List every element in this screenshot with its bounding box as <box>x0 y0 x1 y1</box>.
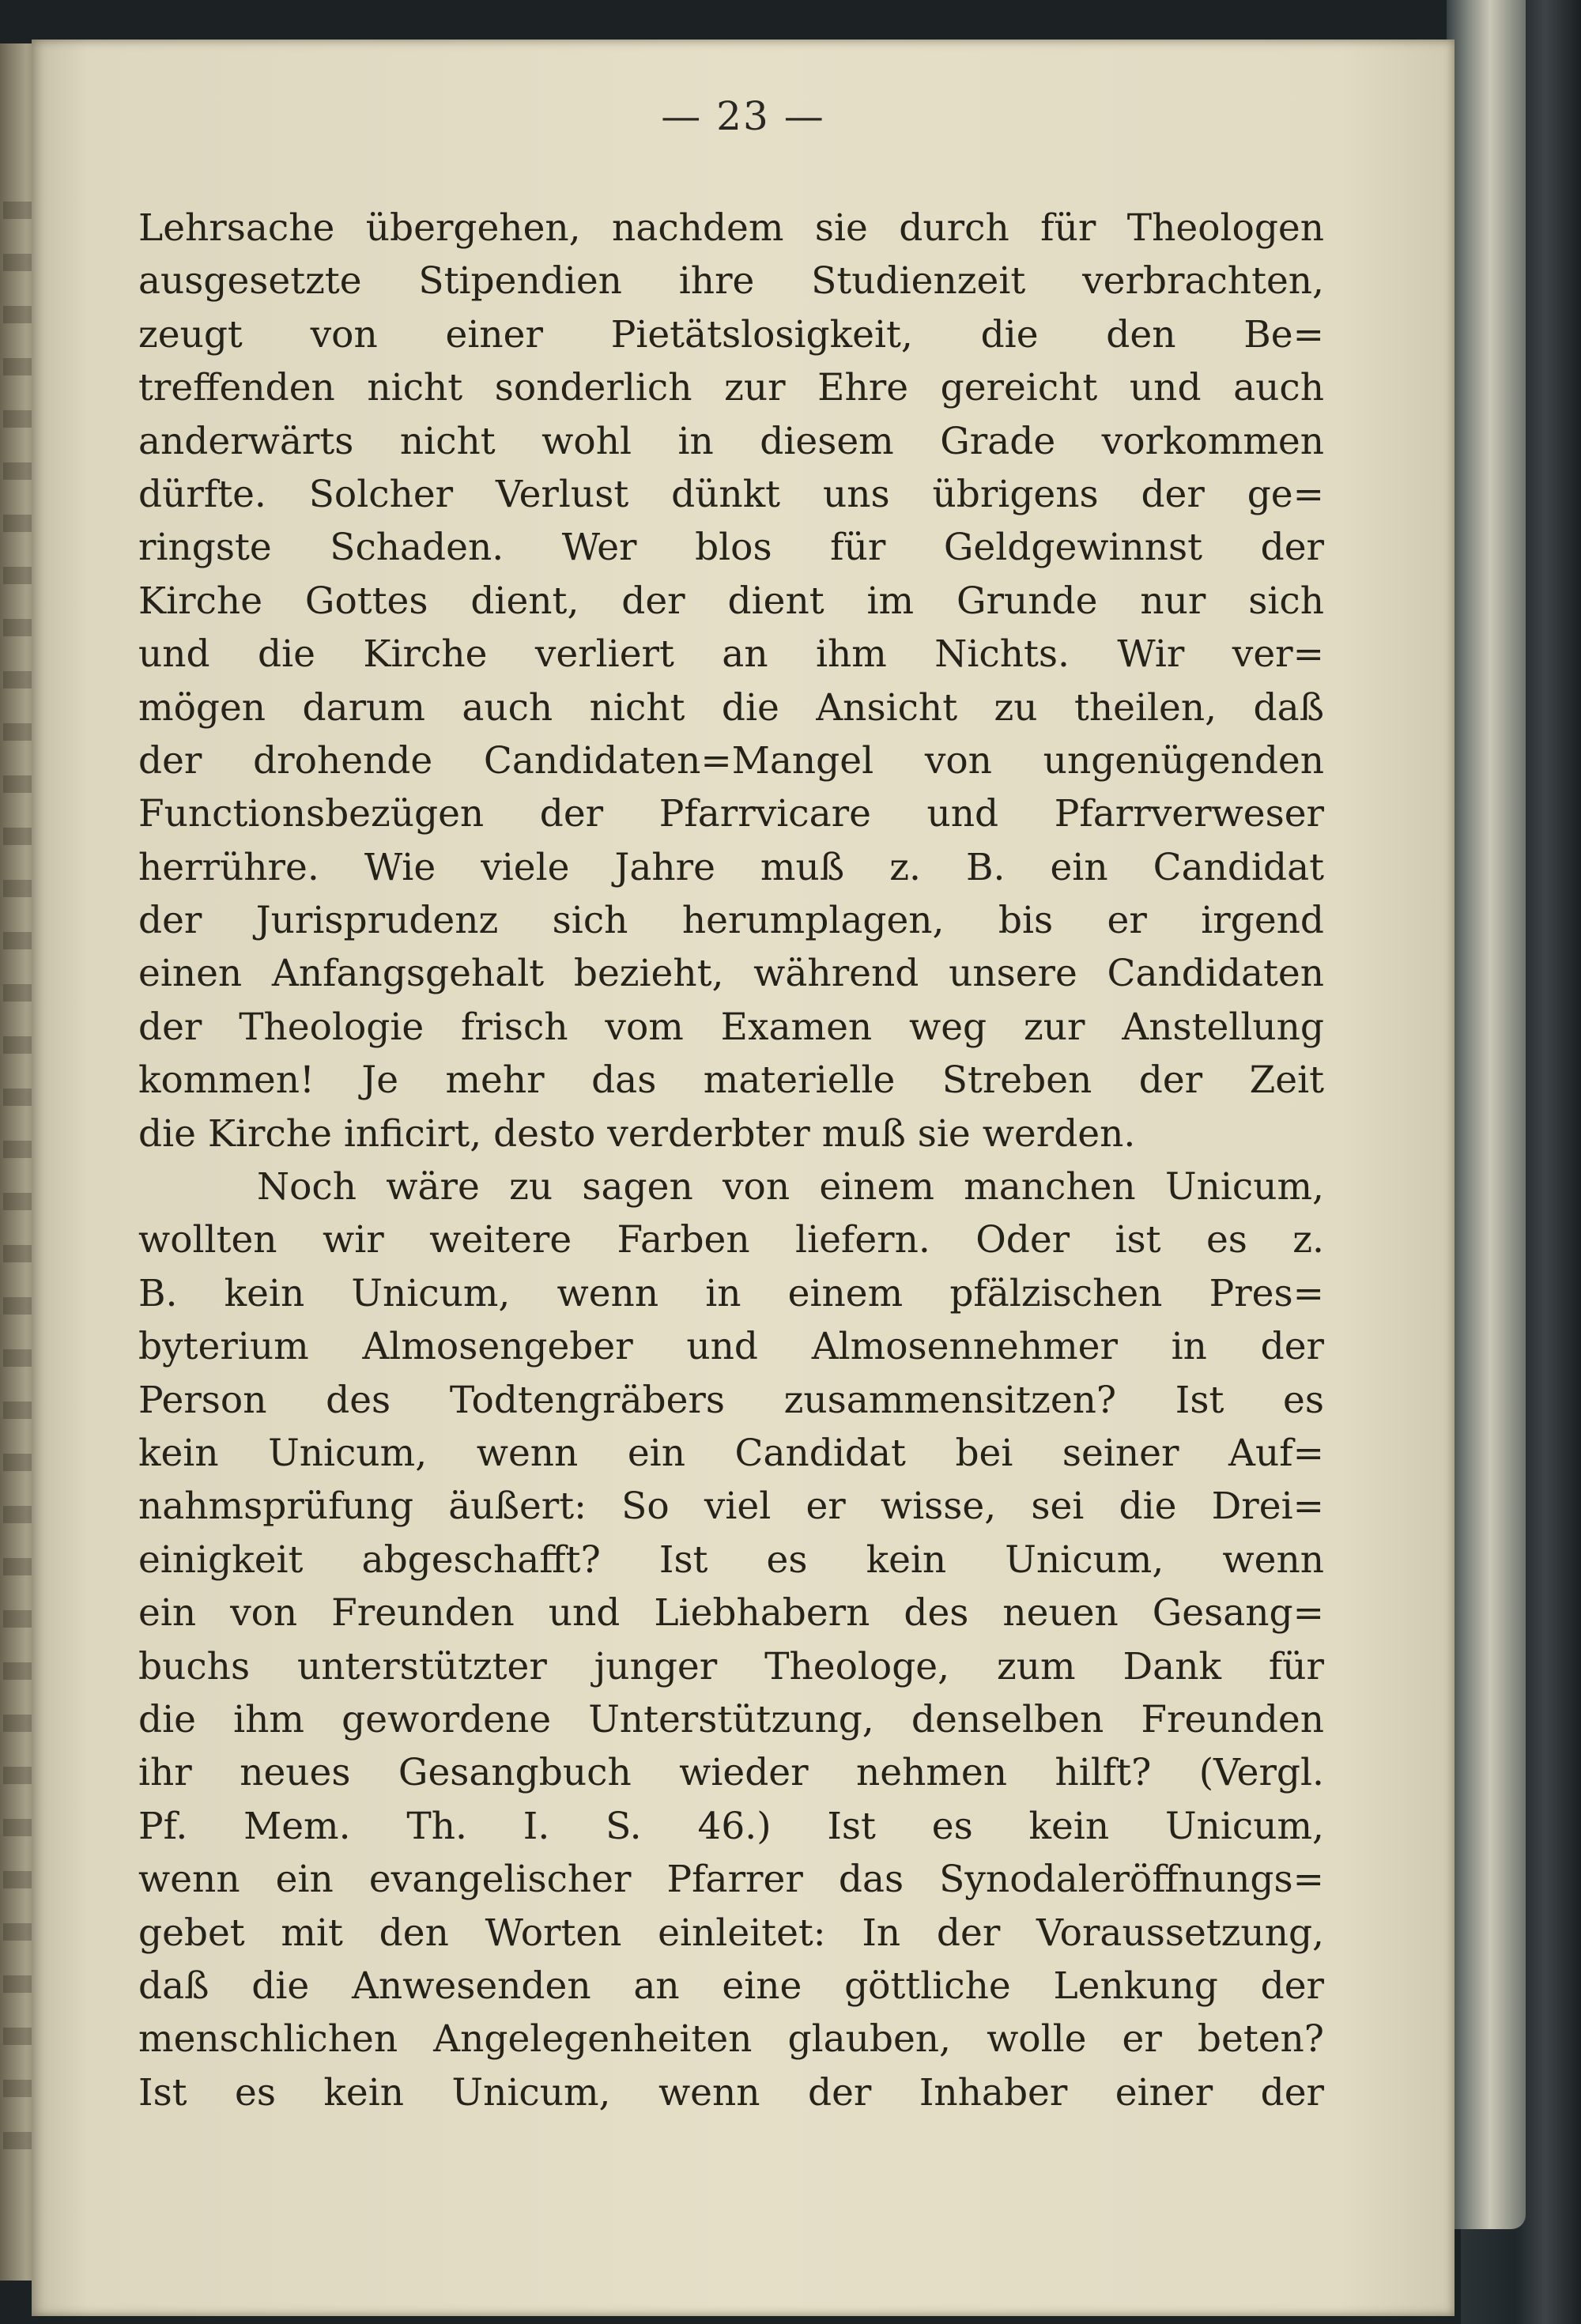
text-line: B. kein Unicum, wenn in einem pfälzischen Pres= <box>138 1271 1324 1315</box>
text-line: der drohende Candidaten=Mangel von ungenügenden <box>138 738 1324 783</box>
facing-page-text-fragment <box>3 202 35 2178</box>
text-line: die ihm gewordene Unterstützung, denselben Freunden <box>138 1697 1324 1741</box>
text-line: herrühre. Wie viele Jahre muß z. B. ein Candidat <box>138 845 1324 889</box>
body-text <box>138 202 1324 2119</box>
text-line: gebet mit den Worten einleitet: In der Voraussetzung, <box>138 1911 1324 1955</box>
text-line: der Jurisprudenz sich herumplagen, bis er irgend <box>138 899 1324 943</box>
page-number: — 23 — <box>661 93 825 139</box>
text-line: menschlichen Angelegenheiten glauben, wolle er beten? <box>138 2017 1324 2062</box>
text-line: kein Unicum, wenn ein Candidat bei seiner Auf= <box>138 1431 1324 1475</box>
text-line: Lehrsache übergehen, nachdem sie durch für Theologen <box>138 206 1324 250</box>
text-line: die Kirche inficirt, desto verderbter muß sie werden. <box>138 1111 1136 1156</box>
book-page <box>32 40 1455 2316</box>
text-line: und die Kirche verliert an ihm Nichts. Wir ver= <box>138 632 1324 677</box>
book-cover-edge <box>1447 0 1526 2229</box>
text-line: einen Anfangsgehalt bezieht, während unsere Candidaten <box>138 952 1324 996</box>
text-line: der Theologie frisch vom Examen weg zur Anstellung <box>138 1005 1324 1049</box>
text-line: nahmsprüfung äußert: So viel er wisse, sei die Drei= <box>138 1485 1324 1529</box>
text-line: Pf. Mem. Th. I. S. 46.) Ist es kein Unicum, <box>138 1804 1324 1848</box>
text-line: ringste Schaden. Wer blos für Geldgewinnst der <box>138 526 1324 570</box>
text-line: wenn ein evangelischer Pfarrer das Synodaleröffnungs= <box>138 1858 1324 1902</box>
text-line: Noch wäre zu sagen von einem manchen Unicum, <box>257 1165 1324 1209</box>
text-line: zeugt von einer Pietätslosigkeit, die den Be= <box>138 312 1324 357</box>
text-line: ein von Freunden und Liebhabern des neuen Gesang= <box>138 1591 1324 1635</box>
text-line: ausgesetzte Stipendien ihre Studienzeit verbrachten, <box>138 259 1324 304</box>
text-line: wollten wir weitere Farben liefern. Oder ist es z. <box>138 1218 1324 1262</box>
text-line: ihr neues Gesangbuch wieder nehmen hilft? (Vergl. <box>138 1751 1324 1795</box>
text-line: Kirche Gottes dient, der dient im Grunde nur sich <box>138 579 1324 623</box>
text-line: Person des Todtengräbers zusammensitzen? Ist es <box>138 1378 1324 1422</box>
text-line: einigkeit abgeschafft? Ist es kein Unicum, wenn <box>138 1537 1324 1582</box>
text-line: dürfte. Solcher Verlust dünkt uns übrigens der ge= <box>138 472 1324 516</box>
text-line: anderwärts nicht wohl in diesem Grade vorkommen <box>138 419 1324 463</box>
text-line: byterium Almosengeber und Almosennehmer in der <box>138 1325 1324 1369</box>
text-line: treffenden nicht sonderlich zur Ehre gereicht und auch <box>138 366 1324 410</box>
text-line: Functionsbezügen der Pfarrvicare und Pfarrverweser <box>138 792 1324 836</box>
text-line: Ist es kein Unicum, wenn der Inhaber einer der <box>138 2070 1324 2115</box>
text-line: kommen! Je mehr das materielle Streben der Zeit <box>138 1058 1324 1103</box>
text-line: daß die Anwesenden an eine göttliche Lenkung der <box>138 1964 1324 2008</box>
text-line: mögen darum auch nicht die Ansicht zu theilen, daß <box>138 685 1324 730</box>
text-line: buchs unterstützter junger Theologe, zum Dank für <box>138 1644 1324 1688</box>
